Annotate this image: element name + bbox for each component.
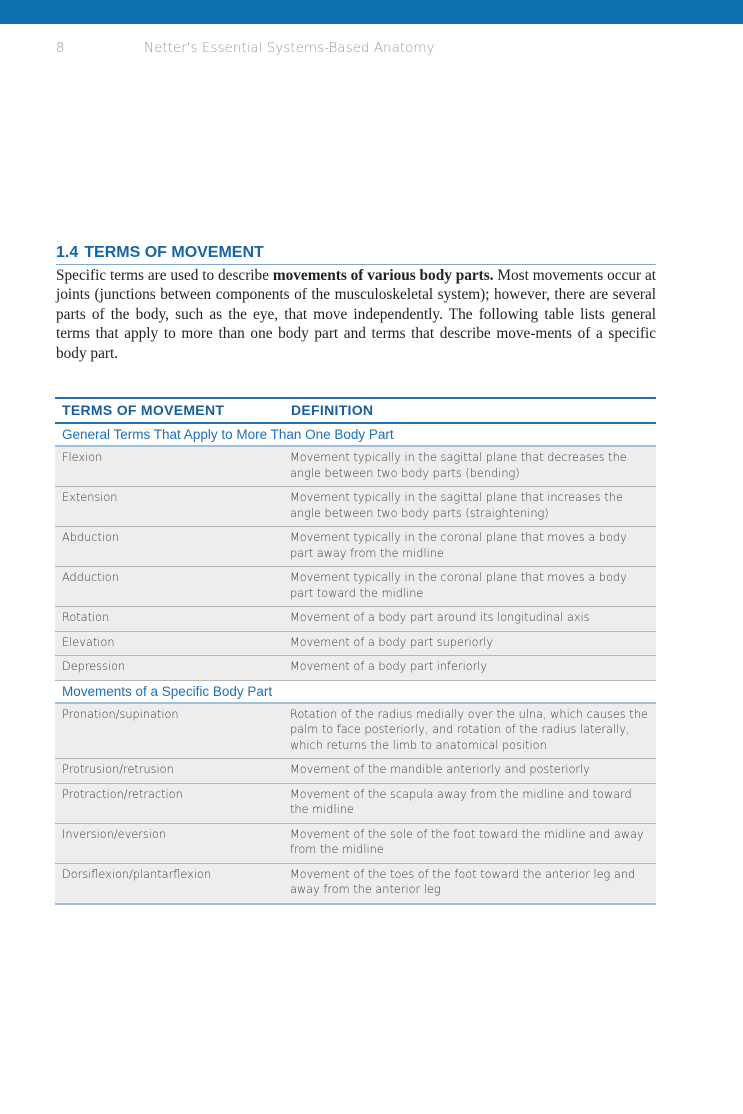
definition-cell: Movement of the toes of the foot toward the anterior leg and away from the anterior leg [284,863,656,904]
term-cell: Pronation/supination [55,703,284,759]
table-row [55,446,656,487]
table-row [55,487,656,527]
term-cell: Depression [55,656,284,681]
table-row [55,527,656,567]
page-number: 8 [56,40,65,56]
term-cell: Protrusion/retrusion [55,759,284,784]
definition-cell: Movement of the scapula away from the midline and toward the midline [284,783,656,823]
section-heading [56,244,656,265]
table-row [55,703,656,759]
term-cell: Adduction [55,567,284,607]
definition-cell: Movement typically in the coronal plane that moves a body part away from the midline [284,527,656,567]
definition-cell: Movement typically in the sagittal plane that decreases the angle between two body parts (bending) [284,446,656,487]
definition-cell: Rotation of the radius medially over the ulna, which causes the palm to face posteriorly, and rotation of the radius laterally, which returns the limb to anatomical position [284,703,656,759]
intro-bold-phrase: movements of various body parts. [272,267,494,284]
term-cell: Elevation [55,631,284,656]
table-row [55,863,656,904]
book-title: Netter's Essential Systems-Based Anatomy [144,40,435,56]
running-header [56,40,703,60]
definition-cell: Movement of a body part superiorly [284,631,656,656]
term-cell: Inversion/eversion [55,823,284,863]
section-number: 1.4 [56,244,79,261]
column-header-definition: DEFINITION [291,402,374,418]
terms-of-movement-table [55,397,656,905]
table-header-row [55,398,656,423]
intro-text-start: Specific terms are used to describe [56,267,273,284]
table-row [55,607,656,632]
term-cell: Extension [55,487,284,527]
table-body [55,423,656,904]
table-row [55,631,656,656]
table-group-row [55,423,656,446]
definition-cell: Movement typically in the coronal plane that moves a body part toward the midline [284,567,656,607]
table-row [55,823,656,863]
definition-cell: Movement of the mandible anteriorly and posteriorly [284,759,656,784]
section-title: TERMS OF MOVEMENT [84,244,264,261]
column-header-term: TERMS OF MOVEMENT [62,402,225,418]
intro-paragraph [56,266,656,363]
top-color-bar [0,0,743,24]
term-cell: Flexion [55,446,284,487]
term-cell: Rotation [55,607,284,632]
table-row [55,567,656,607]
term-cell: Protraction/retraction [55,783,284,823]
table-row [55,759,656,784]
table-group-row [55,680,656,703]
table-row [55,783,656,823]
table-row [55,656,656,681]
definition-cell: Movement of the sole of the foot toward the midline and away from the midline [284,823,656,863]
table-group-title: Movements of a Specific Body Part [55,680,656,703]
term-cell: Abduction [55,527,284,567]
intro-text-end: Most movements occur at joints (junctions between components of the musculoskeletal system); however, there are several parts of the body, such as the eye, that move independently. The following table lists general terms that apply to more than one body part and terms that describe move-ments of a specific body part. [56,267,656,362]
definition-cell: Movement typically in the sagittal plane that increases the angle between two body parts (straightening) [284,487,656,527]
term-cell: Dorsiflexion/plantarflexion [55,863,284,904]
table-group-title: General Terms That Apply to More Than One Body Part [55,423,656,446]
definition-cell: Movement of a body part around its longitudinal axis [284,607,656,632]
definition-cell: Movement of a body part inferiorly [284,656,656,681]
